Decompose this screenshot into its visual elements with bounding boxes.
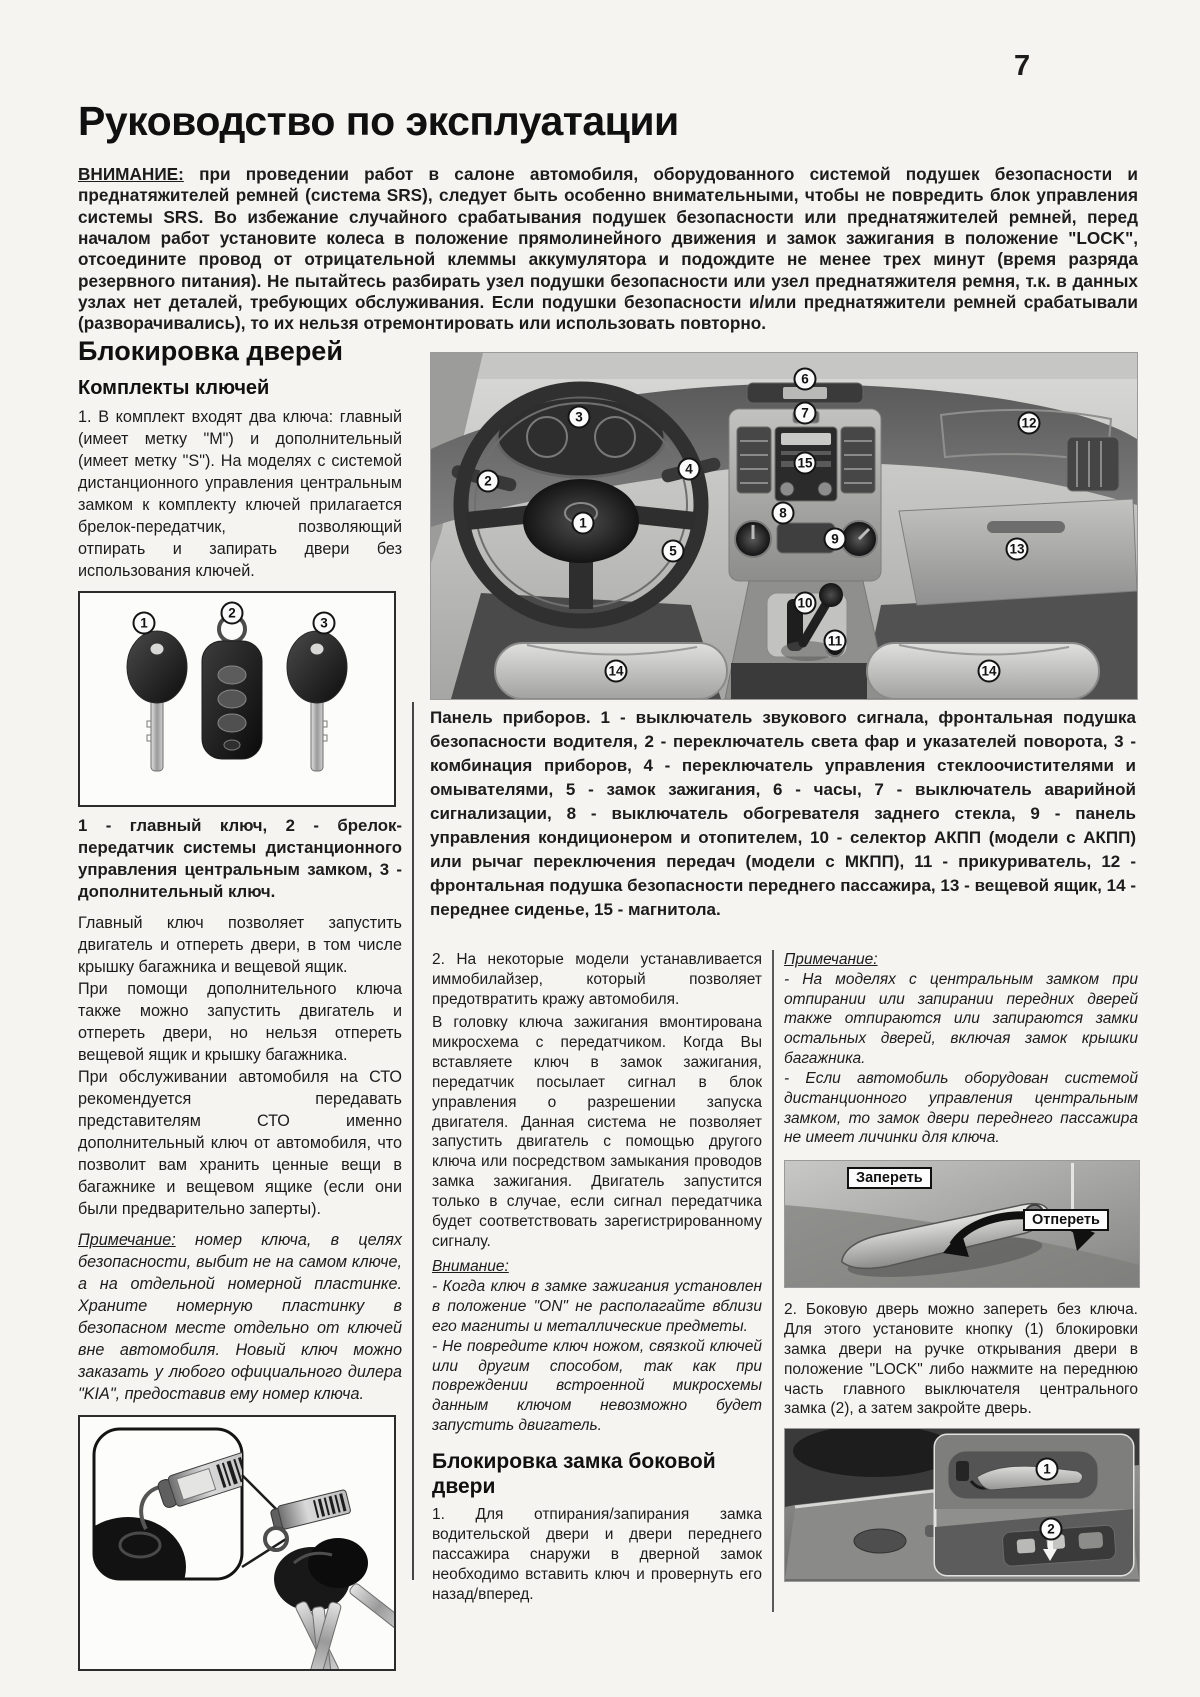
keys-caption: 1 - главный ключ, 2 - брелок-передатчик системы дистанционного управления центральным замком, 3 - дополнительный ключ. [78, 816, 402, 901]
callout-6: 6 [794, 368, 817, 391]
right-column [784, 950, 1138, 1582]
immobilizer-paragraph-2: В головку ключа зажигания вмонтирована микросхема с передатчиком. Когда Вы вставляете ключ в замок зажигания, передатчик посылает сигнал в блок управления о разрешении запуска двигателя. Данная система не позволяет запустить двигатель с помощью другого ключа или посредством замыкания проводов замка зажигания. Двигатель запустится только в случае, если сигнал передатчика будет соответствовать зарегистрированному сигналу. [432, 1014, 762, 1250]
remote-fob-icon [202, 616, 262, 759]
callout-8: 8 [772, 502, 795, 525]
immobilizer-paragraph-1: 2. На некоторые модели устанавливается иммобилайзер, который позволяет предотвратить кражу автомобиля. [432, 951, 762, 1008]
callout-2: 2 [221, 602, 244, 625]
dashboard-illustration-icon [431, 353, 1137, 699]
right-note-block [784, 950, 1138, 1148]
callout-1: 1 [572, 512, 595, 535]
climate-controls-icon [735, 521, 877, 557]
callout-12: 12 [1018, 412, 1041, 435]
callout-13: 13 [1006, 538, 1029, 561]
middle-warning-item-2: - Не повредите ключ ножом, связкой ключей или другим способом, так как при повреждении встроенной микросхемы данным ключом невозможно будет запустить двигатель. [432, 1337, 762, 1435]
left-paragraph-1: 1. В комплект входят два ключа: главный (имеет метку "M") и дополнительный (имеет метку "S"). На моделях с системой дистанционного управления центральным замком к комплекту ключей прилагается брелок-передатчик, позволяющий отпирать и запирать двери без использования ключей. [78, 408, 402, 581]
number-plate-icon [270, 1490, 351, 1532]
figure-dashboard [430, 352, 1138, 700]
callout-1: 1 [133, 612, 156, 635]
callout-15: 15 [794, 452, 817, 475]
middle-warning-block [432, 1257, 762, 1435]
callout-11: 11 [824, 630, 847, 653]
warning-label: ВНИМАНИЕ: [78, 164, 184, 184]
door-lock-knob-icon [956, 1461, 969, 1481]
keys-illustration-icon [80, 593, 394, 805]
callout-14: 14 [978, 660, 1001, 683]
callout-14: 14 [605, 660, 628, 683]
page-title: Руководство по эксплуатации [78, 98, 679, 144]
door-interior-illustration-icon [785, 1429, 1139, 1581]
left-paragraph-3: При помощи дополнительного ключа также можно запустить двигатель и отпереть двери, но нельзя отпереть вещевой ящик и крышку багажника. [78, 979, 402, 1064]
main-key-icon [127, 631, 187, 771]
right-paragraph-2: 2. Боковую дверь можно запереть без ключа. Для этого установите кнопку (1) блокировки замка двери на ручке открывания двери в положение "LOCK" либо нажмите на переднюю часть главного выключателя центрального замка (2), а затем закройте дверь. [784, 1301, 1138, 1418]
unlock-label: Отпереть [1023, 1209, 1109, 1231]
figure-key-number-plate [78, 1415, 396, 1671]
right-note-item-1: - На моделях с центральным замком при отпирании или запирании передних дверей также отпираются или запираются замки остальных дверей, включая замок крышки багажника. [784, 970, 1138, 1068]
left-note [78, 1229, 402, 1405]
callout-3: 3 [568, 406, 591, 429]
callout-5: 5 [662, 540, 685, 563]
section-title-side-door-lock: Блокировка замка боковой двери [432, 1449, 716, 1498]
left-note-text: номер ключа, в целях безопасности, выбит не на самом ключе, а на отдельной номерной пластинке. Храните номерную пластинку в безопасном месте отдельно от ключей вне автомобиля. Новый ключ можно заказать у любого официального дилера "KIA", предоставив ему номер ключа. [78, 1231, 402, 1404]
left-note-label: Примечание: [78, 1231, 176, 1249]
side-door-paragraph-1: 1. Для отпирания/запирания замка водительской двери и двери переднего пассажира снаружи в дверной замок необходимо вставить ключ и провернуть его назад/вперед. [432, 1506, 762, 1603]
srs-warning [78, 164, 1138, 335]
section-title-door-locking: Блокировка дверей [78, 336, 343, 366]
callout-3: 3 [313, 612, 336, 635]
figure-door-handle [784, 1160, 1140, 1288]
left-paragraph-2: Главный ключ позволяет запустить двигатель и отпереть двери, в том числе крышку багажника и вещевой ящик. [78, 913, 402, 976]
figure-door-interior [784, 1428, 1140, 1582]
left-column [78, 336, 402, 1671]
callout-1: 1 [1036, 1458, 1059, 1481]
left-paragraph-4: При обслуживании автомобиля на СТО рекомендуется передавать представителям СТО именно дополнительный ключ от автомобиля, что позволит вам хранить ценные вещи в багажнике и вещевом ящике (если они были предварительно заперты). [78, 1067, 402, 1218]
callout-2: 2 [477, 470, 500, 493]
page-number: 7 [1014, 50, 1031, 82]
warning-text: при проведении работ в салоне автомобиля, оборудованного системой подушек безопасности и преднатяжителей ремней (система SRS), следует быть особенно внимательными, чтобы не повредить блок управления системы SRS. Во избежание случайного срабатывания подушек безопасности или преднатяжителей ремней, перед началом работ установите колеса в положение прямолинейного движения и замок зажигания в положение "LOCK", отсоедините провод от отрицательной клеммы аккумулятора и подождите не менее трех минут (время разряда резервного питания). Не пытайтесь разбирать узел подушки безопасности или узел преднатяжителя ремня, т.к. в данных узлах нет деталей, требующих обслуживания. Если подушки безопасности и/или преднатяжители ремней срабатывали (разворачивались), то их нельзя отремонтировать или использовать повторно. [78, 164, 1138, 334]
figure-keys [78, 591, 396, 807]
middle-warning-item-1: - Когда ключ в замке зажигания установлен в положение "ON" не располагайте вблизи его магниты и металлические предметы. [432, 1278, 762, 1335]
additional-key-icon [287, 631, 347, 771]
right-note-label: Примечание: [784, 951, 878, 968]
callout-2: 2 [1040, 1518, 1063, 1541]
key-tag-illustration-icon [80, 1417, 394, 1669]
middle-warning-label: Внимание: [432, 1258, 509, 1276]
callout-7: 7 [794, 402, 817, 425]
callout-9: 9 [824, 528, 847, 551]
column-divider-right [772, 950, 774, 1612]
dashboard-caption: Панель приборов. 1 - выключатель звукового сигнала, фронтальная подушка безопасности водителя, 2 - переключатель света фар и указателей поворота, 3 - комбинация приборов, 4 - переключатель управления стеклоочистителями и омывателями, 5 - замок зажигания, 6 - часы, 7 - выключатель аварийной сигнализации, 8 - выключатель обогревателя заднего стекла, 9 - панель управления кондиционером и отопителем, 10 - селектор АКПП (модели с АКПП) или рычаг переключения передач (модели с МКПП), 11 - прикуриватель, 12 - фронтальная подушка безопасности переднего пассажира, 13 - вещевой ящик, 14 - переднее сиденье, 15 - магнитола. [430, 708, 1136, 919]
side-vent-icon [1067, 437, 1119, 491]
middle-column [432, 950, 762, 1614]
right-note-item-2: - Если автомобиль оборудован системой дистанционного управления центральным замком, то замок двери переднего пассажира не имеет личинки для ключа. [784, 1069, 1138, 1147]
callout-10: 10 [794, 592, 817, 615]
lock-label: Запереть [847, 1167, 932, 1189]
column-divider-left [412, 702, 414, 1580]
callout-4: 4 [678, 458, 701, 481]
subsection-title-key-sets: Комплекты ключей [78, 377, 270, 399]
